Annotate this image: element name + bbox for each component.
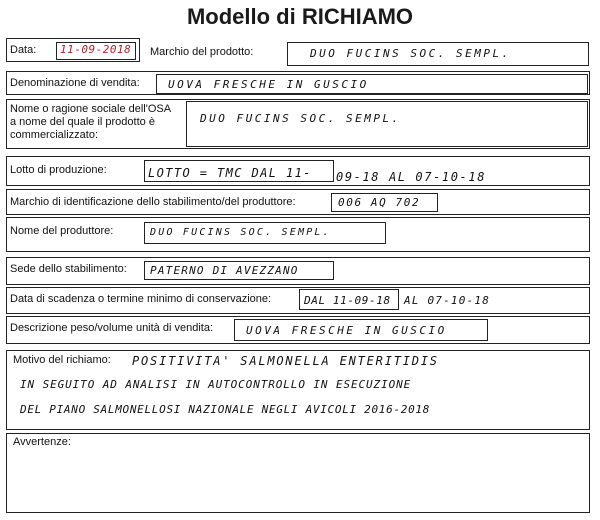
description-label: Descrizione peso/volume unità di vendita: (10, 322, 214, 334)
plant-id-label: Marchio di identificazione dello stabilimento/del produttore: (10, 196, 296, 208)
warnings-box[interactable] (6, 433, 590, 513)
osa-label-line1: Nome o ragione sociale dell'OSA (10, 103, 172, 115)
brand-label: Marchio del prodotto: (150, 46, 254, 58)
recall-reason-line2: IN SEGUITO AD ANALISI IN AUTOCONTROLLO IN ESECUZIONE (20, 378, 412, 391)
description-value: UOVA FRESCHE IN GUSCIO (246, 324, 447, 337)
osa-label-line3: commercializzato: (10, 129, 99, 141)
osa-label-line2: a nome del quale il prodotto è (10, 116, 155, 128)
site-label: Sede dello stabilimento: (10, 263, 127, 275)
recall-reason-line1: POSITIVITA' SALMONELLA ENTERITIDIS (132, 354, 439, 368)
warnings-label: Avvertenze: (13, 436, 71, 448)
producer-label: Nome del produttore: (10, 225, 114, 237)
osa-value: DUO FUCINS SOC. SEMPL. (200, 112, 401, 125)
sales-name-value: UOVA FRESCHE IN GUSCIO (168, 78, 369, 91)
expiry-label: Data di scadenza o termine minimo di conservazione: (10, 293, 272, 305)
brand-value: DUO FUCINS SOC. SEMPL. (310, 47, 511, 60)
site-value: PATERNO DI AVEZZANO (150, 264, 299, 277)
plant-id-value: 006 AQ 702 (338, 196, 421, 209)
expiry-value-part2: AL 07-10-18 (404, 294, 491, 307)
date-value: 11-09-2018 (60, 43, 132, 56)
sales-name-label: Denominazione di vendita: (10, 77, 140, 89)
lot-value-part2: 09-18 AL 07-10-18 (336, 170, 487, 184)
lot-label: Lotto di produzione: (10, 164, 107, 176)
recall-reason-label: Motivo del richiamo: (13, 354, 111, 366)
producer-value: DUO FUCINS SOC. SEMPL. (150, 227, 331, 238)
expiry-value-part1: DAL 11-09-18 (304, 294, 391, 307)
form-title: Modello di RICHIAMO (186, 4, 414, 29)
lot-value-part1: LOTTO = TMC DAL 11- (148, 166, 312, 180)
date-label: Data: (10, 44, 37, 56)
recall-reason-line3: DEL PIANO SALMONELLOSI NAZIONALE NEGLI AVICOLI 2016-2018 (20, 403, 431, 416)
